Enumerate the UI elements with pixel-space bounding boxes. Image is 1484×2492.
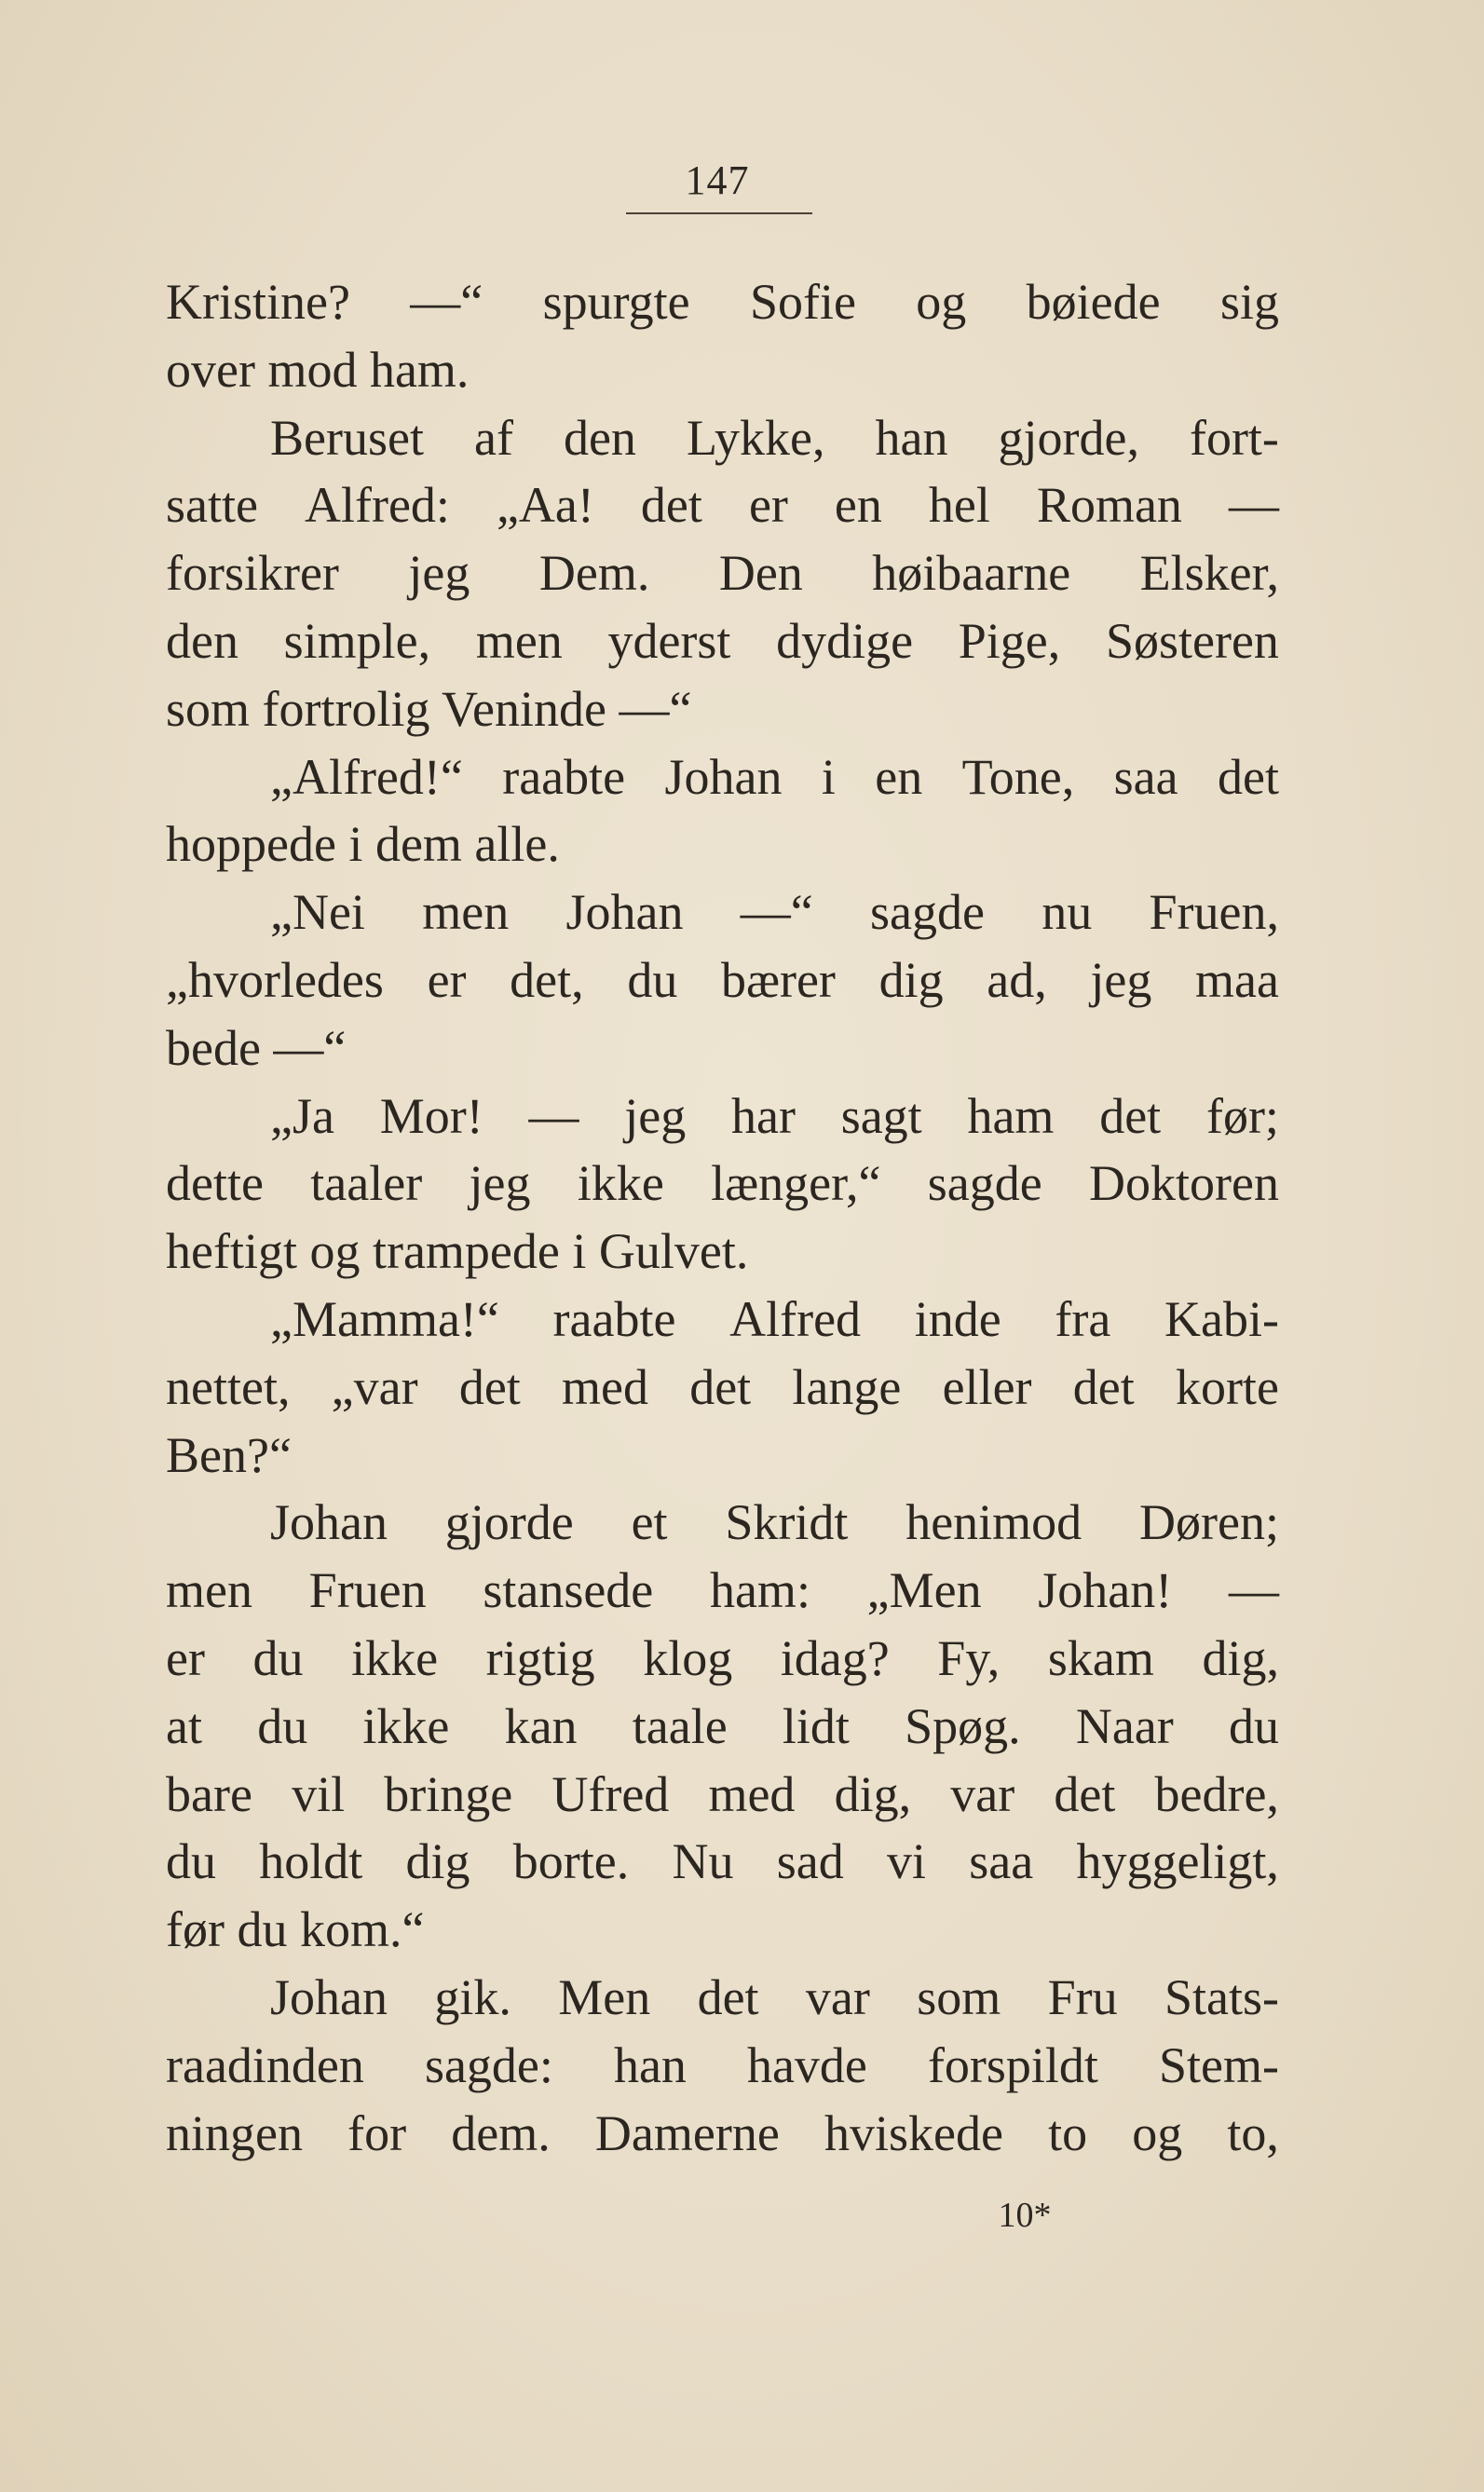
text-line: bare vil bringe Ufred med dig, var det bedre, [166, 1765, 1279, 1822]
text-line: satte Alfred: „Aa! det er en hel Roman — [166, 477, 1279, 534]
text-line: før du kom.“ [166, 1901, 425, 1958]
text-line: „Mamma!“ raabte Alfred inde fra Kabi- [270, 1290, 1279, 1347]
header-rule [626, 212, 812, 214]
text-line: den simple, men yderst dydige Pige, Søsteren [166, 612, 1279, 669]
body-text [166, 268, 1279, 2167]
text-line: Kristine? —“ spurgte Sofie og bøiede sig [166, 274, 1279, 330]
text-line: „Nei men Johan —“ sagde nu Fruen, [270, 884, 1279, 941]
text-line: over mod ham. [166, 341, 470, 398]
text-line: heftigt og trampede i Gulvet. [166, 1223, 749, 1280]
text-line: Johan gik. Men det var som Fru Stats- [270, 1968, 1279, 2025]
text-line: som fortrolig Veninde —“ [166, 680, 692, 737]
text-line: men Fruen stansede ham: „Men Johan! — [166, 1562, 1279, 1619]
text-line: „Ja Mor! — jeg har sagt ham det før; [270, 1087, 1279, 1144]
signature-mark: 10* [998, 2196, 1052, 2235]
text-line: er du ikke rigtig klog idag? Fy, skam dig, [166, 1629, 1279, 1686]
page-number: 147 [685, 157, 750, 203]
text-line: nettet, „var det med det lange eller det korte [166, 1358, 1279, 1415]
text-line: „hvorledes er det, du bærer dig ad, jeg maa [166, 951, 1279, 1008]
text-line: Ben?“ [166, 1426, 292, 1483]
text-line: ningen for dem. Damerne hviskede to og to, [166, 2104, 1279, 2161]
text-line: forsikrer jeg Dem. Den høibaarne Elsker, [166, 545, 1279, 602]
text-line: du holdt dig borte. Nu sad vi saa hyggeligt, [166, 1833, 1279, 1890]
text-line: hoppede i dem alle. [166, 816, 560, 873]
text-line: dette taaler jeg ikke længer,“ sagde Doktoren [166, 1155, 1279, 1212]
text-line: „Alfred!“ raabte Johan i en Tone, saa det [270, 748, 1279, 805]
text-line: Johan gjorde et Skridt henimod Døren; [270, 1494, 1279, 1551]
text-line: Beruset af den Lykke, han gjorde, fort- [270, 409, 1279, 466]
text-line: bede —“ [166, 1019, 347, 1076]
text-line: at du ikke kan taale lidt Spøg. Naar du [166, 1697, 1279, 1754]
text-line: raadinden sagde: han havde forspildt Stem- [166, 2036, 1279, 2093]
